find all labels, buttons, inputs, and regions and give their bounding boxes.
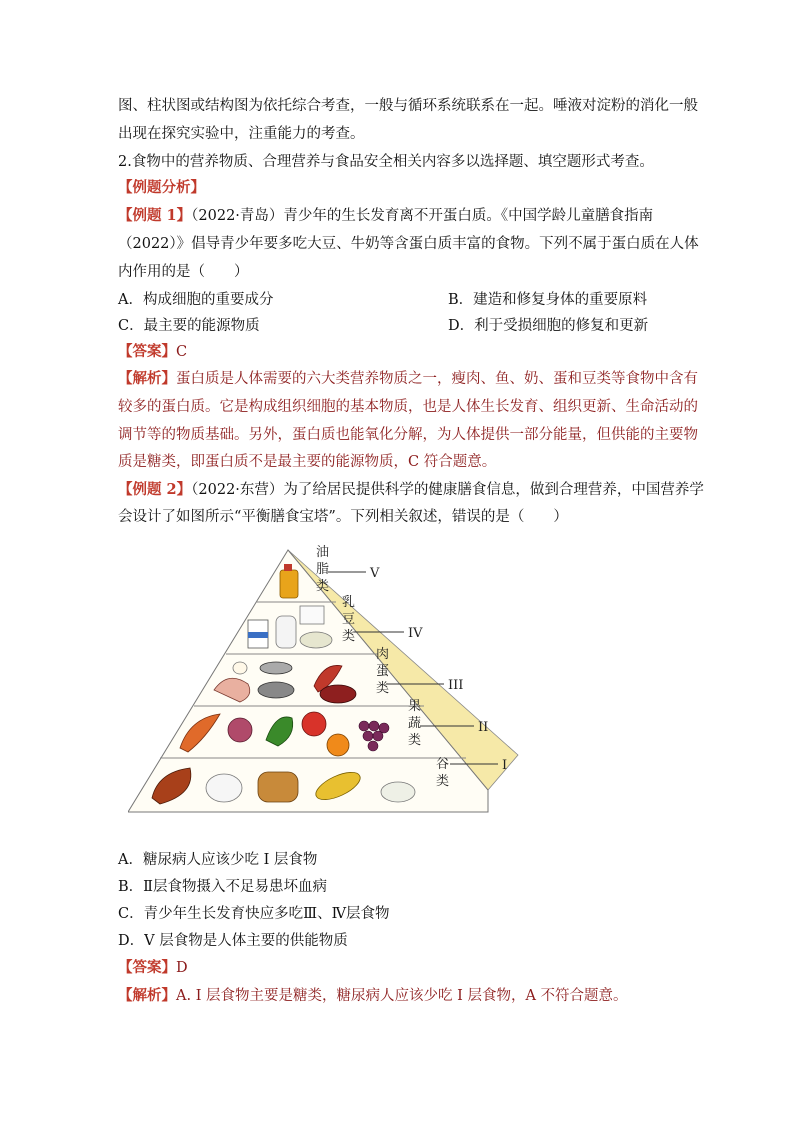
milk-bottle-icon [276, 616, 296, 648]
layer-V-label-char: 油 [316, 545, 330, 560]
food-pyramid-figure [128, 540, 528, 820]
q2-option-c: C．青少年生长发育快应多吃Ⅲ、Ⅳ层食物 [118, 906, 390, 922]
q1-answer-value: C [176, 344, 188, 360]
q1-analysis-2: 较多的蛋白质。它是构成组织细胞的基本物质，也是人体生长发育、组织更新、生命活动的 [118, 399, 698, 415]
bowl-icon [300, 632, 332, 648]
q1-option-c: C．最主要的能源物质 [118, 318, 260, 334]
section-title: 【例题分析】 [118, 179, 205, 196]
layer-V-label-char: 类 [316, 579, 330, 594]
meat-icon [320, 685, 356, 703]
q1-analysis-3: 调节等的物质基础。另外，蛋白质也能氧化分解，为人体提供一部分能量，但供能的主要物 [118, 427, 698, 443]
layer-III-roman-label: III [448, 678, 464, 693]
orange-icon [327, 734, 349, 756]
q2-tag: 【例题 2】 [118, 481, 192, 498]
q2-option-a: A．糖尿病人应该少吃 I 层食物 [118, 852, 318, 868]
intro-line-1: 图、柱状图或结构图为依托综合考查，一般与循环系统联系在一起。唾液对淀粉的消化一般 [118, 98, 698, 114]
q2-answer-tag: 【答案】 [118, 959, 176, 976]
layer-II-label-char: 类 [408, 733, 422, 748]
q2-line-2: 会设计了如图所示“平衡膳食宝塔”。下列相关叙述，错误的是（ ） [118, 509, 568, 525]
q2-analysis-1 [118, 986, 628, 1006]
layer-I-label-char: 类 [436, 774, 450, 789]
rice-bowl-icon [381, 782, 415, 802]
q1-options-ab [118, 290, 678, 310]
q2-answer-value: D [176, 960, 188, 976]
q1-line-2: （2022）》倡导青少年要多吃大豆、牛奶等含蛋白质丰富的食物。下列不属于蛋白质在人体 [118, 236, 699, 252]
layer-I-label-char: 谷 [436, 757, 450, 772]
q2-analysis-tag: 【解析】 [118, 987, 176, 1004]
layer-IV-label-char: 乳 [342, 595, 356, 610]
q2-option-d: D．V 层食物是人体主要的供能物质 [118, 933, 348, 949]
layer-V-roman-label: V [370, 566, 380, 581]
q1-stem-1: （2022·青岛）青少年的生长发育离不开蛋白质。《中国学龄儿童膳食指南 [191, 208, 654, 224]
q1-answer-tag: 【答案】 [118, 343, 176, 360]
layer-I-roman-label: I [502, 758, 508, 773]
q2-line-1 [118, 480, 704, 500]
steamed-bun-icon [206, 774, 242, 802]
q1-analysis-4: 质是糖类，即蛋白质不是最主要的能源物质，C 符合题意。 [118, 454, 497, 470]
layer-II-label-char: 果 [408, 699, 422, 714]
q1-options-cd [118, 316, 678, 336]
oil-bottle-cap-icon [284, 564, 292, 571]
layer-III-label-char: 蛋 [376, 664, 390, 679]
layer-IV-label-char: 豆 [342, 612, 356, 627]
q1-line-1 [118, 206, 653, 226]
q1-option-a: A．构成细胞的重要成分 [118, 292, 274, 308]
layer-V-label-char: 脂 [316, 562, 330, 577]
milk-carton-stripe-icon [248, 632, 268, 638]
layer-II-label-char: 蔬 [408, 716, 422, 731]
q2-answer [118, 958, 188, 978]
q1-analysis-tag: 【解析】 [118, 370, 176, 387]
intro-line-3: 2.食物中的营养物质、合理营养与食品安全相关内容多以选择题、填空题形式考查。 [118, 154, 654, 170]
layer-III-label-char: 肉 [376, 647, 390, 662]
q1-analysis-1 [118, 369, 698, 389]
layer-IV-roman-label: IV [408, 626, 423, 641]
q1-tag: 【例题 1】 [118, 207, 192, 224]
layer-IV-label-char: 类 [342, 629, 356, 644]
bread-icon [258, 772, 298, 802]
onion-icon [228, 718, 252, 742]
q1-answer [118, 342, 187, 362]
q1-option-b: B．建造和修复身体的重要原料 [448, 292, 648, 308]
layer-II-roman-label: II [478, 720, 489, 735]
fish-icon [258, 682, 294, 698]
q1-line-3: 内作用的是（ ） [118, 264, 249, 280]
q1-option-d: D．利于受损细胞的修复和更新 [448, 318, 649, 334]
q2-option-b: B．Ⅱ层食物摄入不足易患坏血病 [118, 879, 328, 895]
q2-stem-1: （2022·东营）为了给居民提供科学的健康膳食信息，做到合理营养，中国营养学 [191, 482, 704, 498]
fish-small-icon [260, 662, 292, 674]
tomato-icon [302, 712, 326, 736]
intro-line-2: 出现在探究实验中，注重能力的考查。 [118, 126, 365, 142]
q2-analysis-text-1: A. I 层食物主要是糖类，糖尿病人应该少吃 I 层食物，A 不符合题意。 [176, 988, 628, 1004]
tofu-icon [300, 606, 324, 624]
q1-analysis-text-1: 蛋白质是人体需要的六大类营养物质之一，瘦肉、鱼、奶、蛋和豆类等食物中含有 [176, 371, 698, 387]
layer-III-label-char: 类 [376, 681, 390, 696]
egg-icon [233, 662, 247, 674]
oil-bottle-icon [280, 570, 298, 598]
